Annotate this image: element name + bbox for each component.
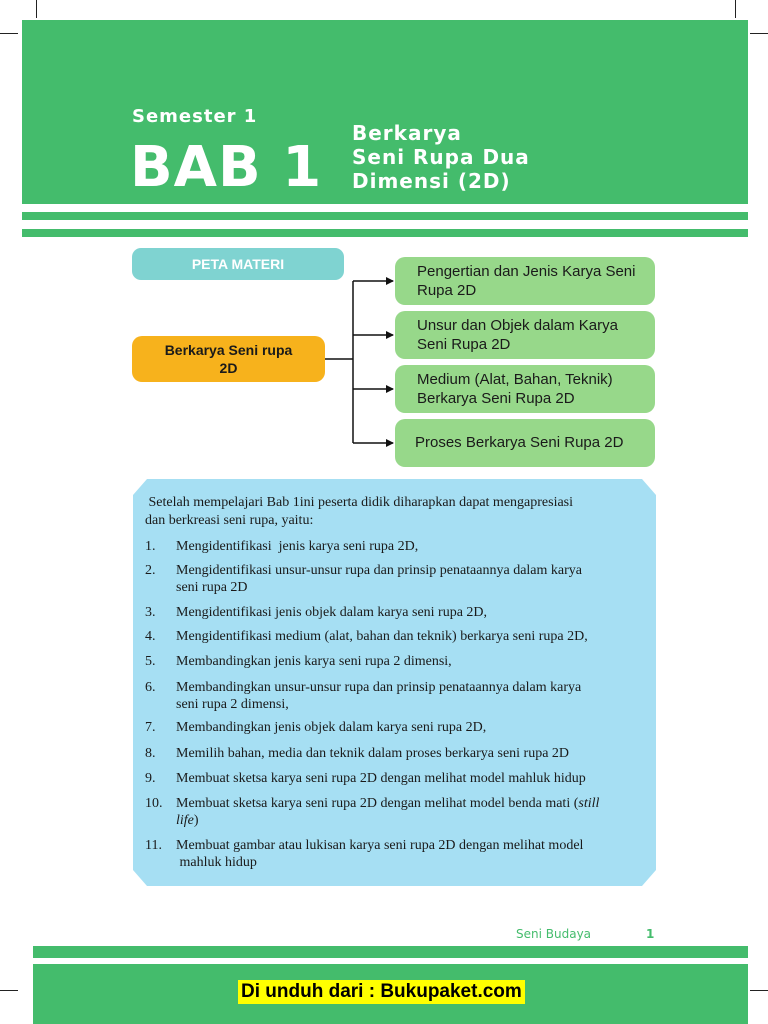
subject-label: Seni Budaya: [516, 927, 592, 941]
objective-text: Mengidentifikasi unsur-unsur rupa dan prinsip penataannya dalam karya: [176, 563, 582, 578]
objective-item: [145, 719, 650, 736]
objective-item: [145, 628, 650, 645]
objective-text: Membandingkan unsur-unsur rupa dan prinsip penataannya dalam karya: [176, 680, 582, 695]
footer-stripe: [33, 946, 748, 958]
objective-number: 2.: [145, 563, 156, 578]
objective-number: 11.: [145, 838, 162, 853]
objective-text: Mengidentifikasi jenis karya seni rupa 2D,: [176, 539, 419, 554]
objective-text-italic: still: [578, 796, 600, 811]
download-source-link[interactable]: Di unduh dari : Bukupaket.com: [238, 980, 525, 1004]
intro-line: dan berkreasi seni rupa, yaitu:: [145, 513, 314, 528]
objective-number: 8.: [145, 746, 156, 761]
intro-line: Setelah mempelajari Bab 1ini peserta didik diharapkan dapat mengapresiasi: [145, 495, 574, 510]
objective-text-part: Membuat sketsa karya seni rupa 2D dengan melihat model benda mati (: [176, 796, 579, 811]
objective-number: 4.: [145, 629, 156, 644]
objective-number: 10.: [145, 796, 163, 811]
objective-item: [145, 562, 650, 596]
objective-text-part: ): [193, 813, 199, 828]
objective-number: 7.: [145, 720, 156, 735]
objective-text: Membuat gambar atau lukisan karya seni rupa 2D dengan melihat model: [176, 838, 584, 853]
objective-item: [145, 679, 650, 713]
objective-text: mahluk hidup: [176, 855, 257, 870]
subtopic-line: Rupa 2D: [417, 282, 477, 299]
subtopic-node: [395, 257, 655, 305]
objective-text: Memilih bahan, media dan teknik dalam proses berkarya seni rupa 2D: [176, 746, 570, 761]
main-topic-line: Berkarya Seni rupa: [164, 342, 293, 358]
objective-text: seni rupa 2 dimensi,: [176, 697, 289, 712]
objective-item: [145, 837, 650, 871]
objective-number: 5.: [145, 654, 156, 669]
objective-text-italic: life: [176, 813, 194, 828]
objectives-intro: [145, 494, 645, 530]
objective-item: [145, 795, 650, 829]
subtopic-line: Medium (Alat, Bahan, Teknik): [417, 371, 613, 388]
chapter-title-line: Seni Rupa Dua: [352, 145, 530, 169]
subtopic-line: Seni Rupa 2D: [417, 336, 511, 353]
subtopic-node: [395, 365, 655, 413]
subtopic-line: Pengertian dan Jenis Karya Seni: [417, 263, 636, 280]
objective-text: Mengidentifikasi medium (alat, bahan dan teknik) berkarya seni rupa 2D,: [176, 629, 588, 644]
chapter-title-line: Berkarya: [352, 121, 462, 145]
subtopic-line: Berkarya Seni Rupa 2D: [417, 390, 575, 407]
chapter-title-line: Dimensi (2D): [352, 169, 511, 193]
objective-item: [145, 770, 650, 787]
objective-number: 9.: [145, 771, 156, 786]
objective-text: Membandingkan jenis karya seni rupa 2 dimensi,: [176, 654, 452, 669]
objective-item: [145, 653, 650, 670]
concept-map-label: PETA MATERI: [132, 248, 344, 280]
semester-label: Semester 1: [132, 106, 258, 127]
objective-number: 3.: [145, 605, 156, 620]
subtopic-node: [395, 311, 655, 359]
objective-text: Membandingkan jenis objek dalam karya seni rupa 2D,: [176, 720, 487, 735]
subtopic-line: Unsur dan Objek dalam Karya: [417, 317, 618, 334]
main-topic-node: [132, 336, 325, 382]
page-number: 1: [646, 927, 655, 941]
objective-number: 1.: [145, 539, 156, 554]
objective-text: seni rupa 2D: [176, 580, 248, 595]
objective-text: [176, 795, 650, 829]
main-topic-line: 2D: [219, 360, 238, 376]
objective-text: Membuat sketsa karya seni rupa 2D dengan melihat model mahluk hidup: [176, 771, 586, 786]
subtopic-node: [395, 419, 655, 467]
objective-number: 6.: [145, 680, 156, 695]
chapter-number: BAB 1: [130, 135, 323, 200]
objective-text: Mengidentifikasi jenis objek dalam karya seni rupa 2D,: [176, 605, 488, 620]
subtopic-line: Proses Berkarya Seni Rupa 2D: [415, 434, 624, 451]
objective-item: [145, 604, 650, 621]
objective-item: [145, 538, 650, 555]
objective-item: [145, 745, 650, 762]
